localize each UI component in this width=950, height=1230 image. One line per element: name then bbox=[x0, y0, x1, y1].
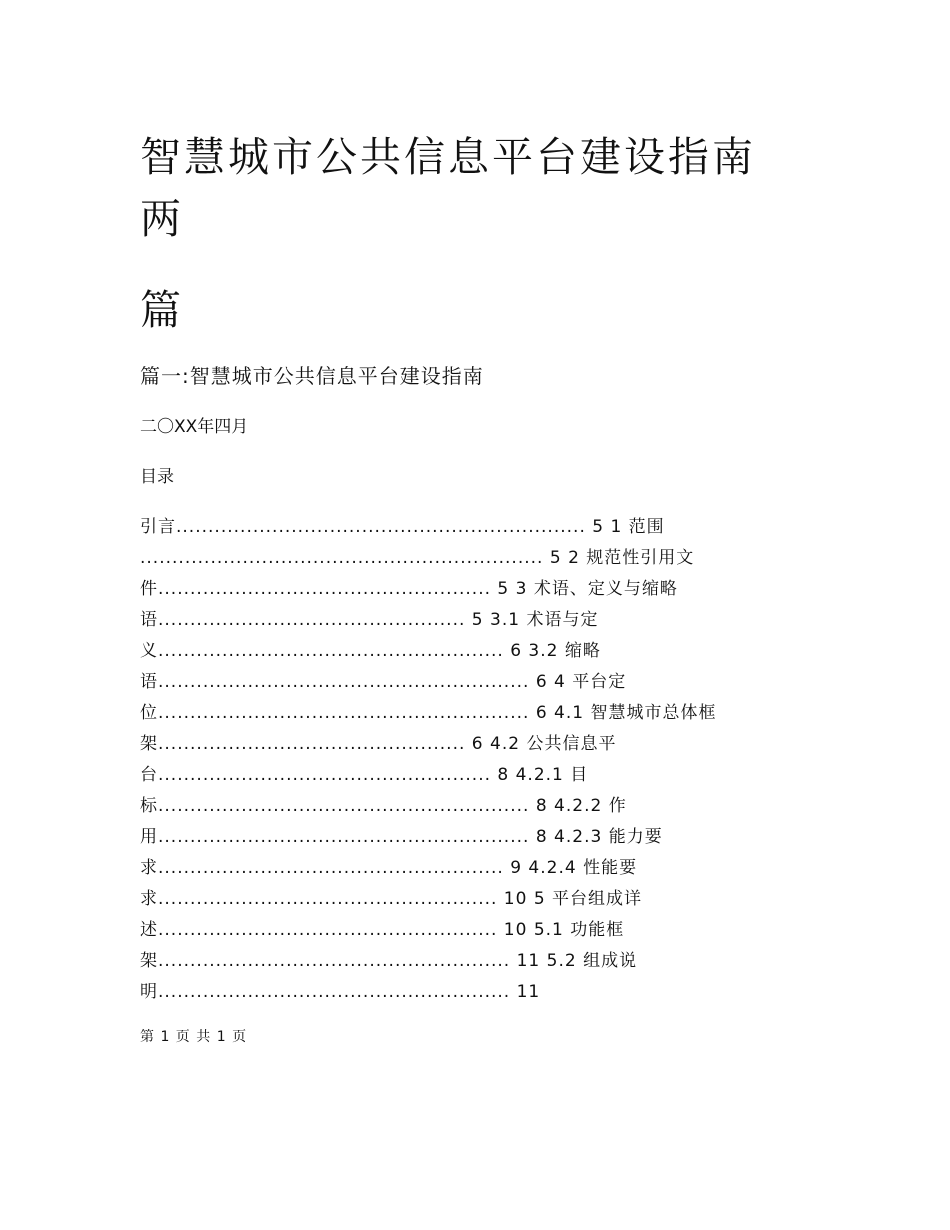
table-of-contents bbox=[140, 512, 820, 1008]
toc-entry: 述..................................................... 10 5.1 功能框 bbox=[140, 920, 625, 940]
title-line-1: 智慧城市公共信息平台建设指南 bbox=[140, 133, 756, 181]
toc-entry: 件.................................................... 5 3 术语、定义与缩略 bbox=[140, 579, 678, 599]
toc-entry: 用.......................................................... 8 4.2.3 能力要 bbox=[140, 827, 663, 847]
toc-entry: 明....................................................... 11 bbox=[140, 982, 541, 1002]
document-title bbox=[140, 126, 820, 250]
toc-entry: 标.......................................................... 8 4.2.2 作 bbox=[140, 796, 627, 816]
toc-entry: 台.................................................... 8 4.2.1 目 bbox=[140, 765, 589, 785]
toc-entry: 架....................................................... 11 5.2 组成说 bbox=[140, 951, 638, 971]
document-date: 二〇XX年四月 bbox=[140, 417, 249, 437]
toc-entry: 求..................................................... 10 5 平台组成详 bbox=[140, 889, 643, 909]
toc-entry: ............................................................... 5 2 规范性引用文 bbox=[140, 548, 695, 568]
document-subtitle: 篇一:智慧城市公共信息平台建设指南 bbox=[140, 364, 484, 388]
toc-entry: 语.......................................................... 6 4 平台定 bbox=[140, 672, 627, 692]
title-line-2: 两 bbox=[140, 195, 184, 243]
toc-entry: 求...................................................... 9 4.2.4 性能要 bbox=[140, 858, 638, 878]
toc-entry: 位.......................................................... 6 4.1 智慧城市总体框 bbox=[140, 703, 717, 723]
toc-entry: 架................................................ 6 4.2 公共信息平 bbox=[140, 734, 617, 754]
toc-entry: 引言................................................................ 5 1 范围 bbox=[140, 517, 665, 537]
page-footer: 第 1 页 共 1 页 bbox=[140, 1029, 248, 1045]
title-tail: 篇 bbox=[140, 286, 181, 334]
toc-entry: 语................................................ 5 3.1 术语与定 bbox=[140, 610, 599, 630]
toc-entry: 义...................................................... 6 3.2 缩略 bbox=[140, 641, 601, 661]
toc-heading: 目录 bbox=[140, 467, 174, 487]
